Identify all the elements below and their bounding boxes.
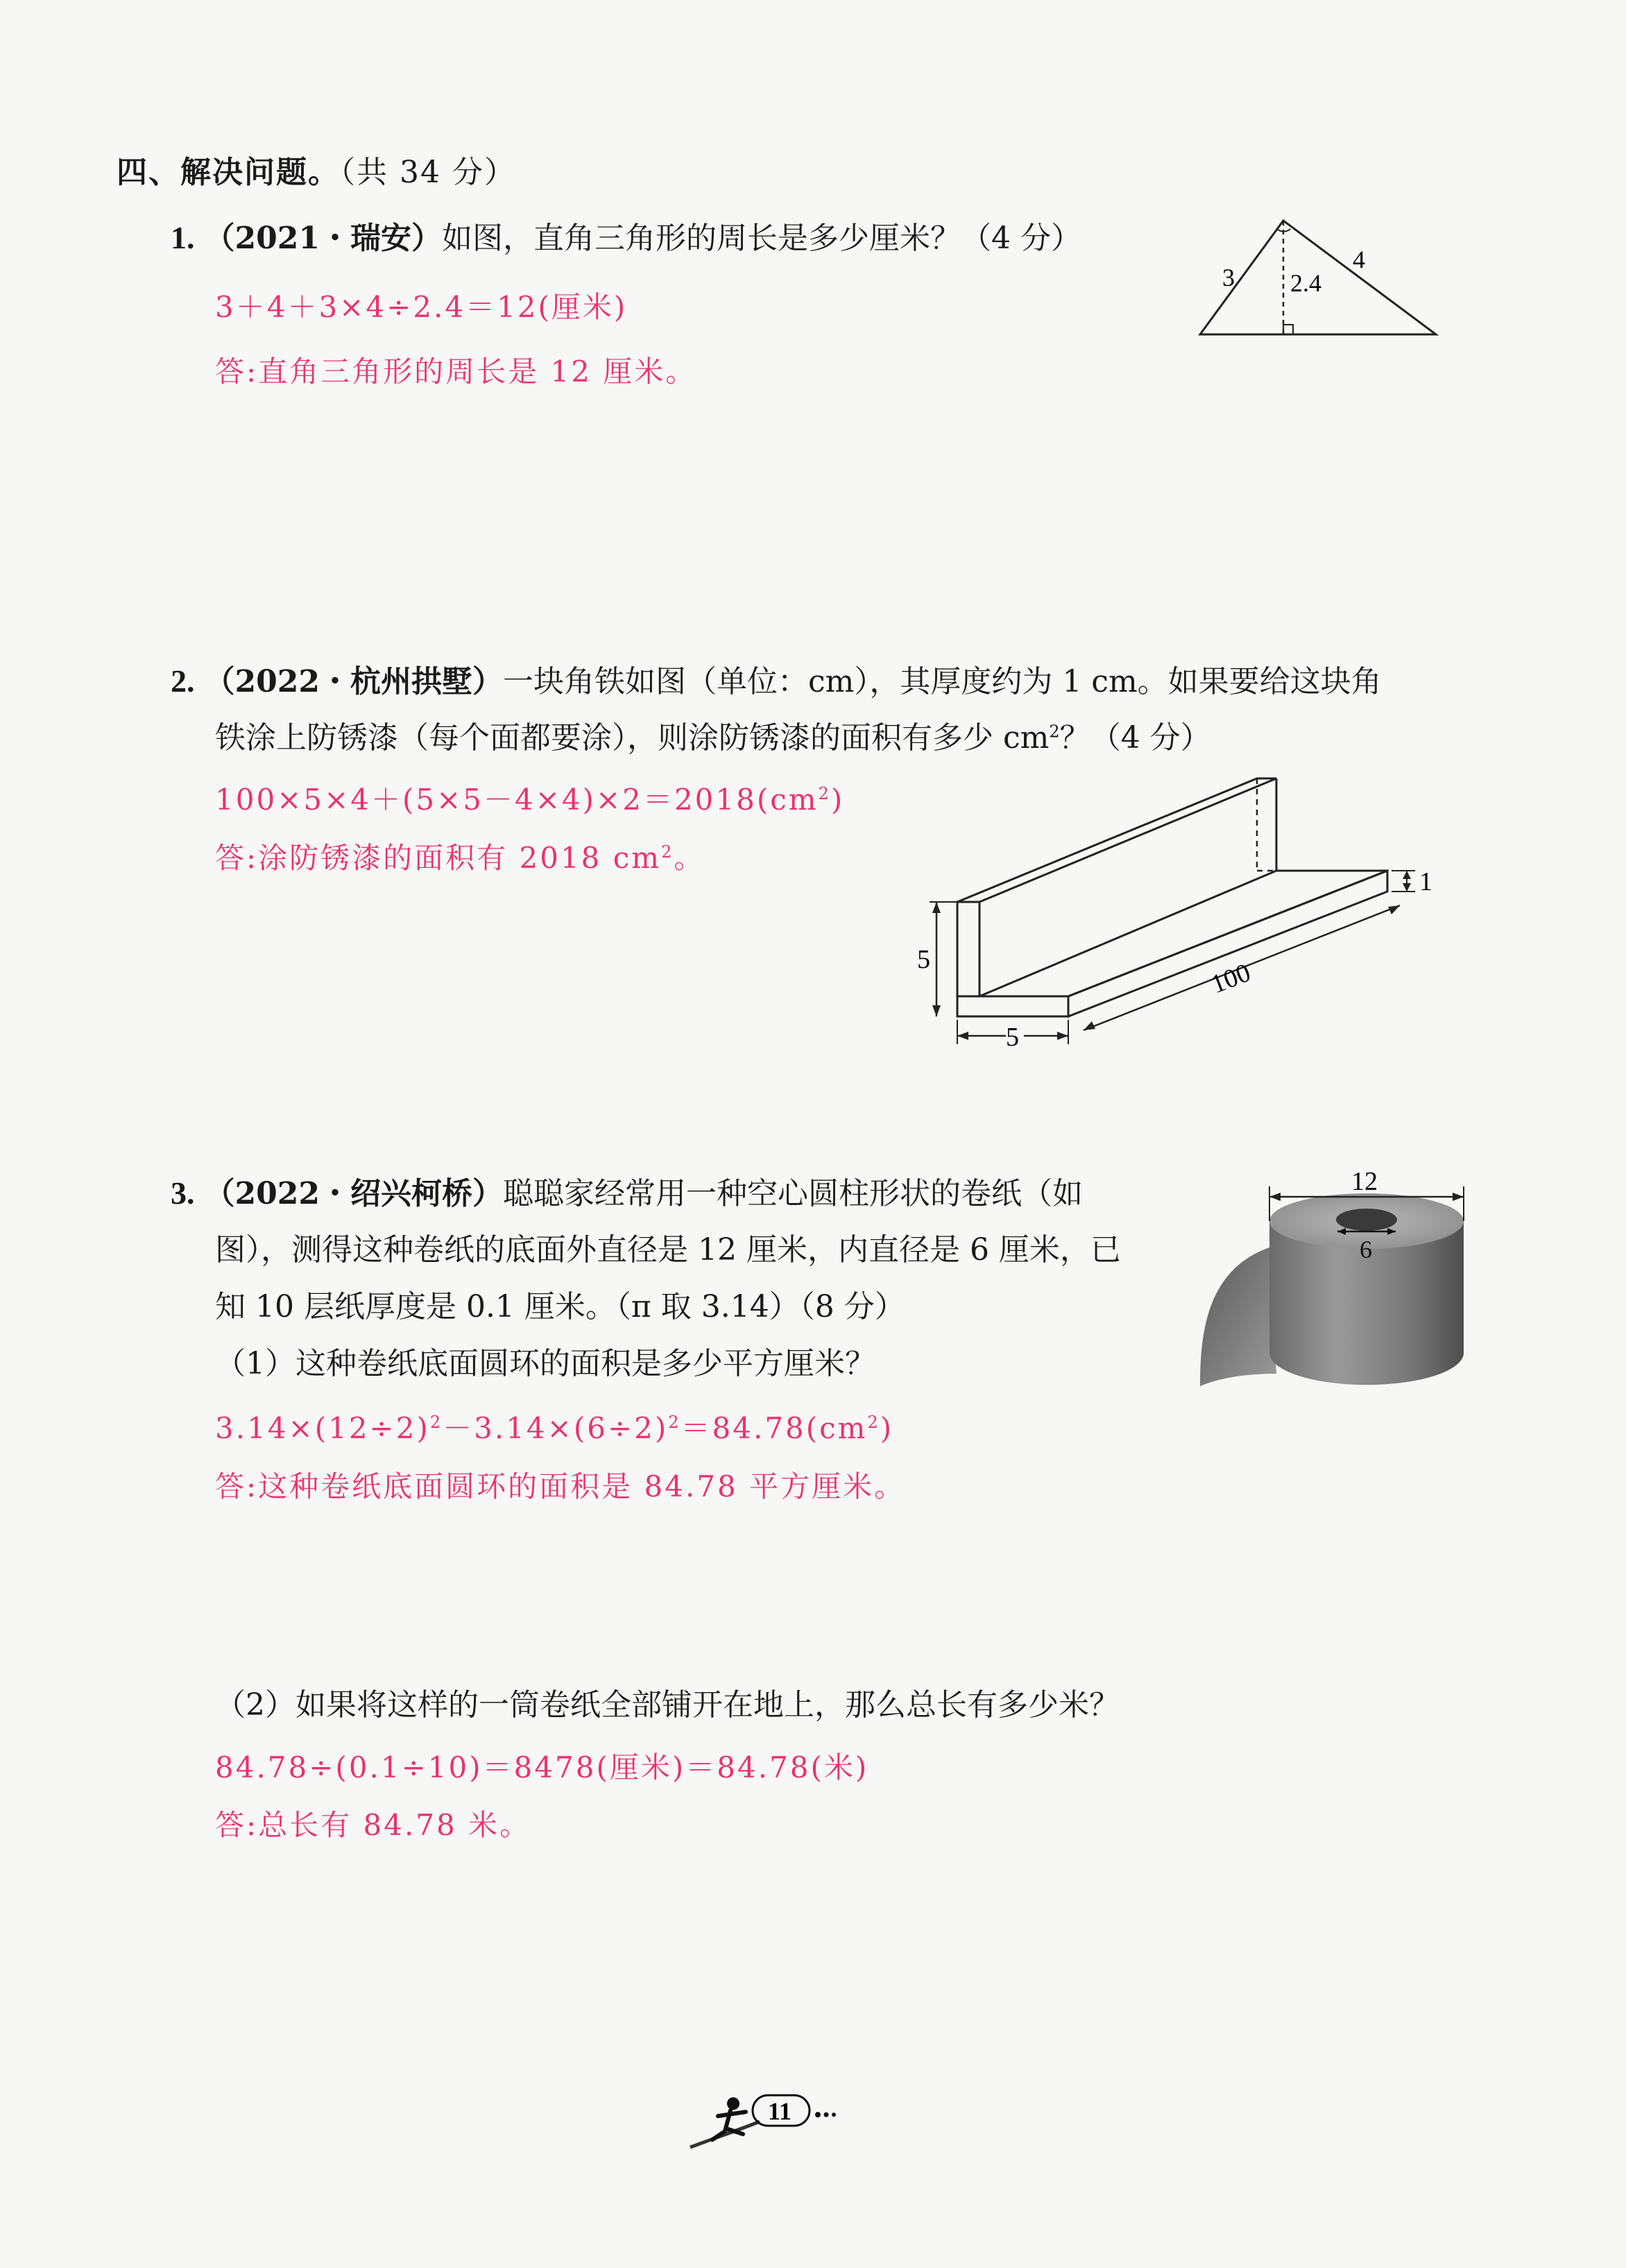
question-number: 1. <box>171 220 195 255</box>
answer-end: 。 <box>674 841 705 875</box>
section-points: （共 34 分） <box>340 155 516 190</box>
section-title-text: 四、解决问题。 <box>117 155 340 190</box>
vertical-plate-top <box>957 778 1276 902</box>
superscript: 2 <box>668 1413 681 1432</box>
dot <box>815 2112 821 2117</box>
vertical-plate-front <box>957 902 979 996</box>
arrow-head <box>932 1005 941 1016</box>
side-b-label: 4 <box>1353 246 1365 273</box>
question-number: 3. <box>171 1175 195 1211</box>
thickness-label: 1 <box>1419 867 1432 896</box>
formula-end: ) <box>830 783 845 817</box>
answer-formula: 84.78÷(0.1÷10)＝8478(厘米)＝84.78(米) <box>215 1750 869 1784</box>
horizontal-plate-top <box>979 871 1387 996</box>
sub-question-2: （2）如果将这样的一筒卷纸全部铺开在地上，那么总长有多少米？ <box>215 1687 1120 1723</box>
question-source: （2022・绍兴柯桥） <box>204 1176 503 1211</box>
arrow-head <box>1269 1193 1281 1201</box>
paper-roll-figure <box>1193 1166 1471 1401</box>
superscript: 2 <box>867 1413 880 1432</box>
answer-text: 答:总长有 84.78 米。 <box>215 1808 531 1842</box>
superscript: 2 <box>818 784 831 803</box>
superscript: 2 <box>661 842 674 862</box>
answer-formula: 3＋4＋3×4÷2.4＝12(厘米) <box>215 290 628 324</box>
horizontal-plate-front <box>957 996 1068 1016</box>
dot <box>824 2113 829 2117</box>
question-text-line2-end: ？（4 分） <box>1059 720 1211 756</box>
runner-head-icon <box>727 2097 739 2110</box>
arrow-head <box>1453 1193 1464 1201</box>
answer-formula <box>215 777 844 819</box>
right-triangle-figure <box>1179 208 1457 347</box>
question-source: （2021・瑞安） <box>204 221 442 256</box>
paper-tail <box>1200 1247 1276 1386</box>
question-text-line3: 知 10 层纸厚度是 0.1 厘米。（π 取 3.14）（8 分） <box>215 1289 905 1324</box>
question-1 <box>171 210 1081 266</box>
question-3 <box>171 1166 1083 1222</box>
roll-hole <box>1336 1209 1397 1231</box>
height-label: 2.4 <box>1290 269 1321 297</box>
arrow-head <box>1057 1032 1068 1040</box>
width-label: 5 <box>1006 1023 1019 1052</box>
right-angle-mark <box>1283 325 1293 334</box>
question-text-line1: 聪聪家经常用一种空心圆柱形状的卷纸（如 <box>502 1176 1083 1211</box>
answer-text <box>215 835 705 877</box>
question-2 <box>171 654 1382 710</box>
height-label: 5 <box>917 945 930 974</box>
arrow-head <box>957 1032 968 1040</box>
arrow-head <box>1403 883 1411 892</box>
question-2-line2 <box>215 710 1211 766</box>
dot <box>832 2113 836 2117</box>
answer-formula <box>215 1406 893 1447</box>
formula-main: 100×5×4＋(5×5－4×4)×2＝2018(cm <box>215 783 819 817</box>
inner-diameter-label: 6 <box>1360 1236 1372 1263</box>
answer-main: 答:涂防锈漆的面积有 2018 cm <box>215 841 662 875</box>
arrow-head <box>1084 1021 1095 1030</box>
arrow-head <box>1403 871 1411 879</box>
page-number: 11 <box>768 2097 792 2125</box>
side-a-label: 3 <box>1222 264 1235 291</box>
question-number: 2. <box>171 663 195 699</box>
outer-diameter-label: 12 <box>1351 1167 1378 1196</box>
length-label: 100 <box>1207 957 1255 1000</box>
question-text-line2: 图），测得这种卷纸的底面外直径是 12 厘米，内直径是 6 厘米，已 <box>215 1232 1121 1268</box>
superscript: 2 <box>429 1413 443 1432</box>
formula-part: 3.14×(12÷2) <box>215 1411 430 1445</box>
question-text-line2: 铁涂上防锈漆（每个面都要涂），则涂防锈漆的面积有多少 cm <box>215 720 1050 756</box>
question-text: 如图，直角三角形的周长是多少厘米？（4 分） <box>441 221 1081 256</box>
formula-part: －3.14×(6÷2) <box>443 1411 669 1445</box>
angle-iron-figure <box>902 763 1471 1061</box>
question-source: （2022・杭州拱墅） <box>204 664 503 699</box>
answer-text: 答:直角三角形的周长是 12 厘米。 <box>215 355 697 389</box>
superscript: 2 <box>1049 722 1060 742</box>
sub-question-1: （1）这种卷纸底面圆环的面积是多少平方厘米？ <box>215 1346 875 1381</box>
answer-text: 答:这种卷纸底面圆环的面积是 84.78 平方厘米。 <box>215 1469 906 1503</box>
question-text-line1: 一块角铁如图（单位：cm），其厚度约为 1 cm。如果要给这块角 <box>502 664 1382 699</box>
arrow-head <box>932 902 941 913</box>
footer-logo <box>676 2088 884 2165</box>
runner-icon <box>712 2111 746 2140</box>
section-title <box>117 147 516 191</box>
formula-part: ) <box>880 1411 894 1445</box>
arrow-head <box>1388 905 1400 914</box>
formula-part: ＝84.78(cm <box>681 1411 868 1445</box>
